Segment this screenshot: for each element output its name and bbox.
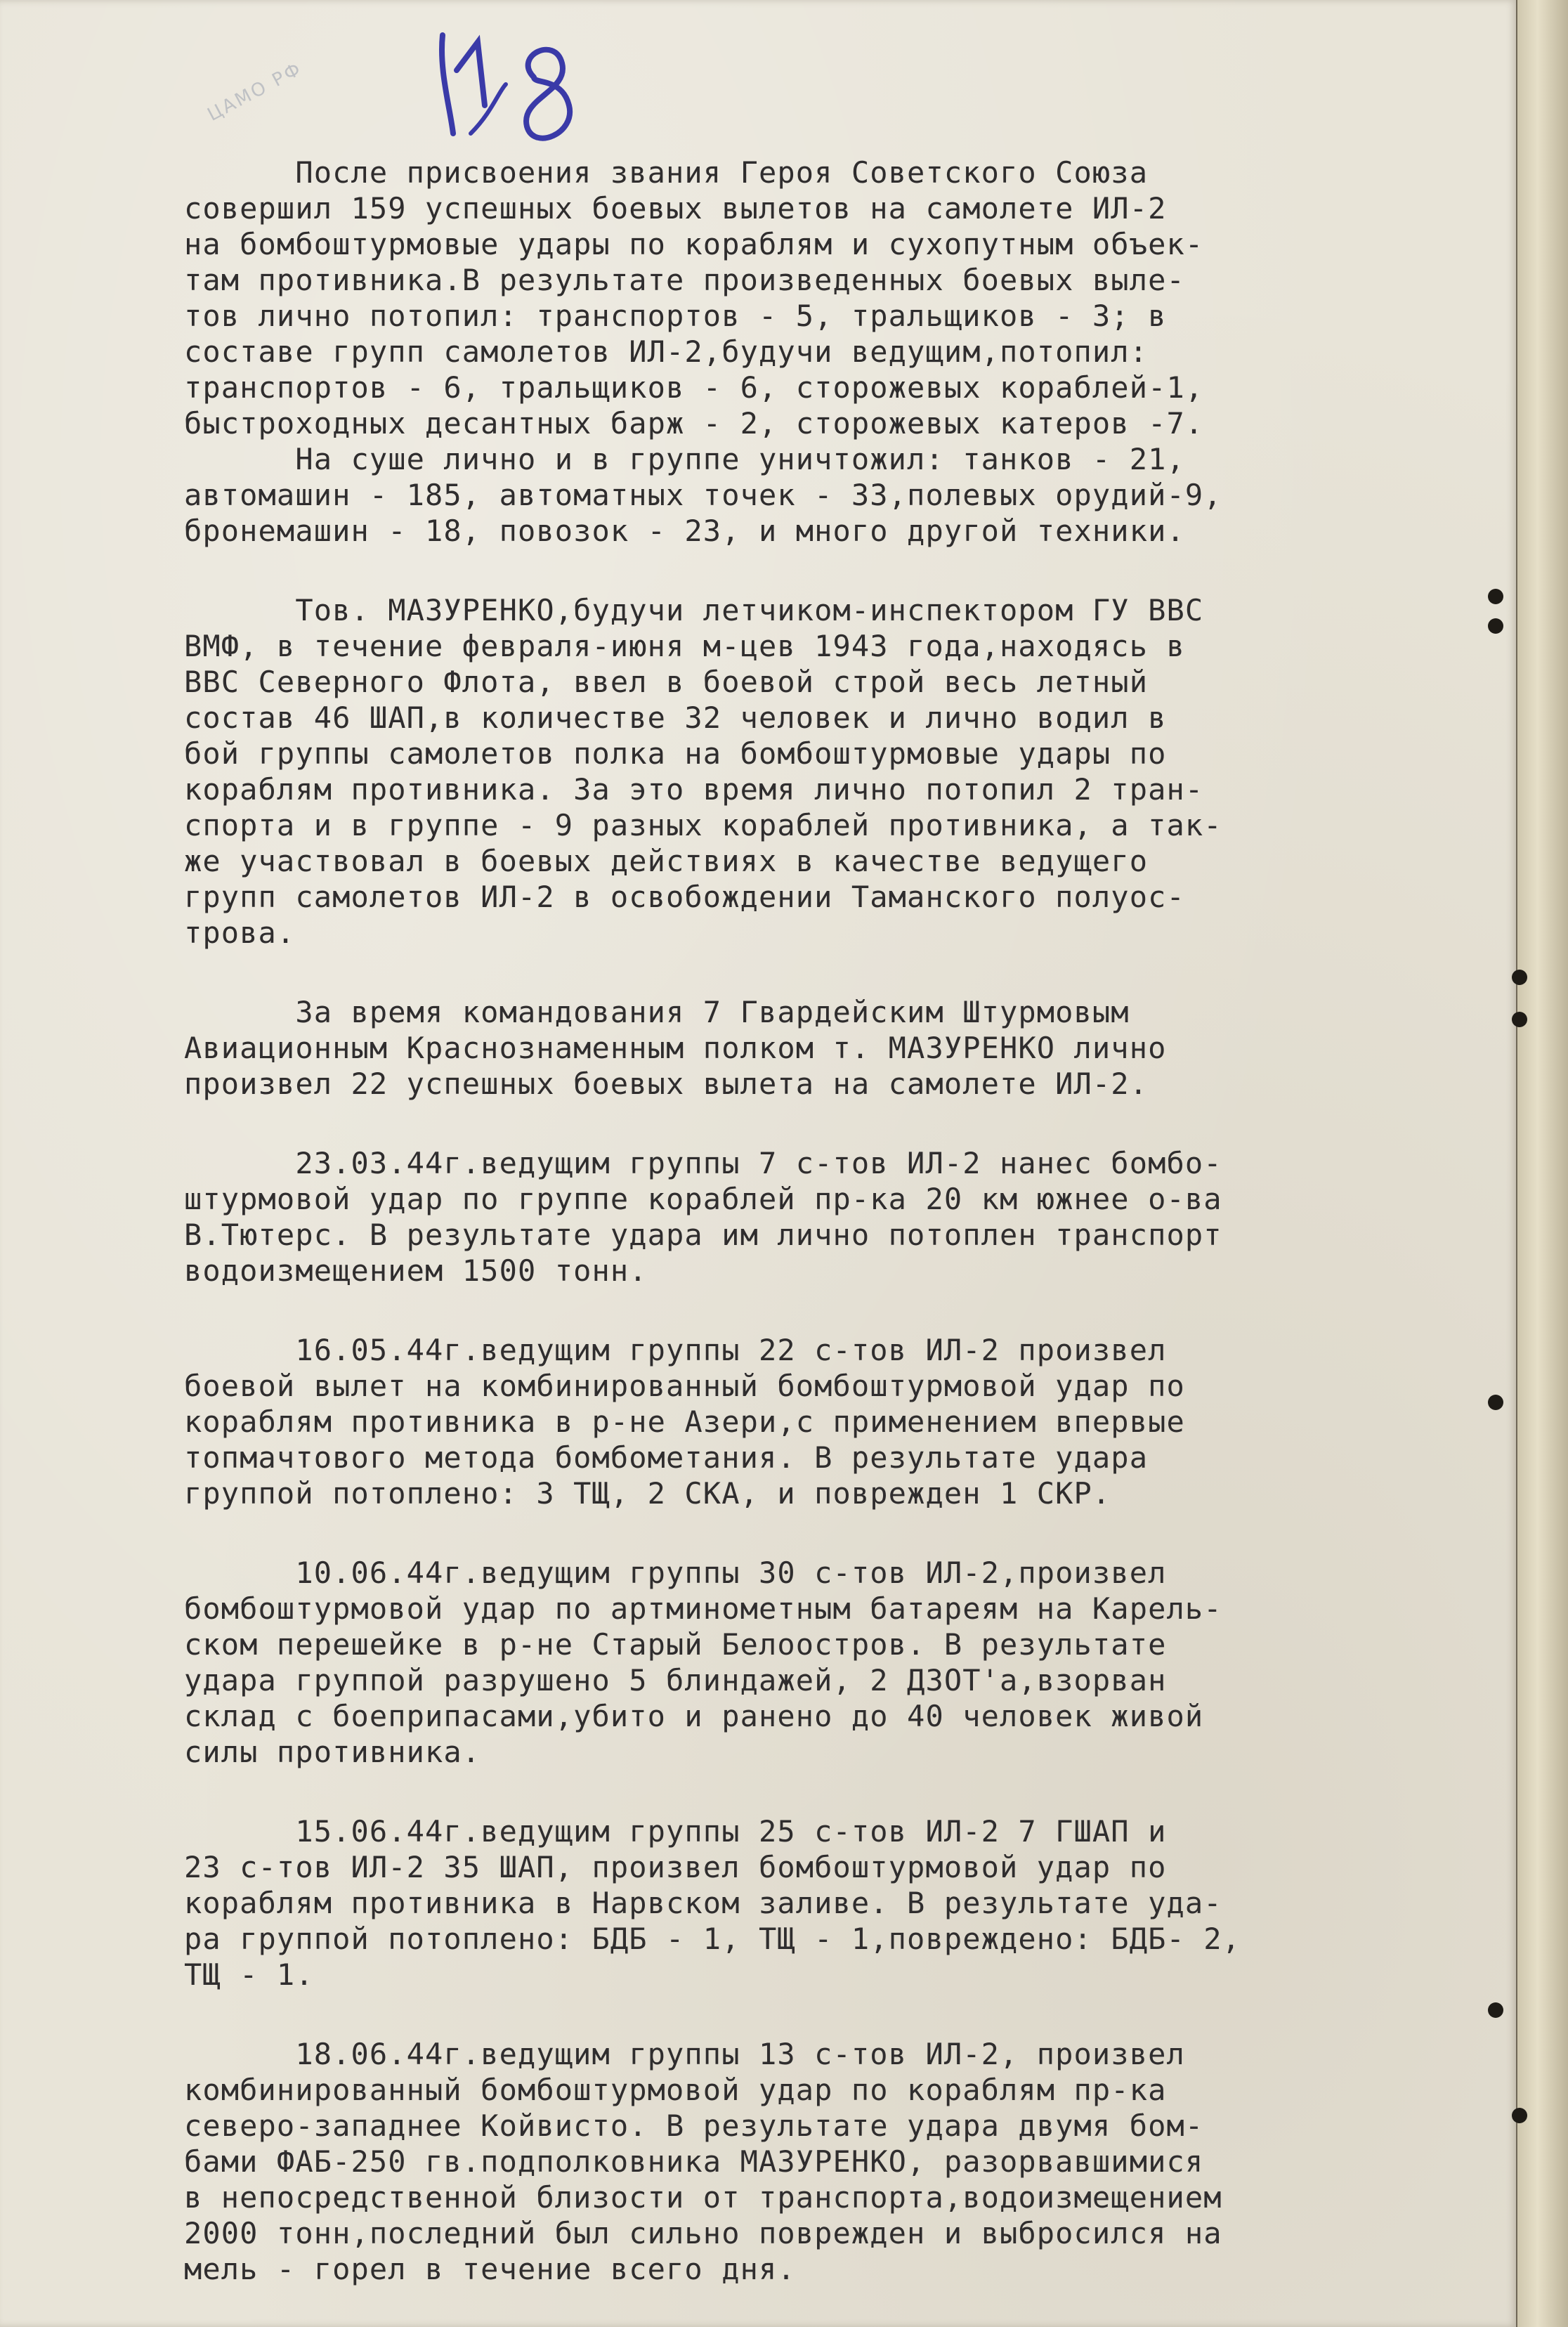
paragraph-16-05-44 (184, 1332, 1477, 1511)
text-line: За время командования 7 Гвардейским Штурмовым (184, 995, 1130, 1029)
punch-hole (1512, 2108, 1527, 2123)
paragraph-hero-sorties (184, 155, 1477, 549)
handwritten-page-number (429, 28, 625, 148)
text-line: спорта и в группе - 9 разных кораблей противника, а так- (184, 808, 1222, 842)
text-line: совершил 159 успешных боевых вылетов на самолете ИЛ-2 (184, 191, 1167, 226)
text-line: на бомбоштурмовые удары по кораблям и сухопутным объек- (184, 227, 1204, 261)
paragraph-inspector (184, 592, 1477, 951)
text-line: 23.03.44г.ведущим группы 7 с-тов ИЛ-2 нанес бомбо- (184, 1146, 1222, 1180)
text-line: состав 46 ШАП,в количестве 32 человек и лично водил в (184, 700, 1167, 735)
text-line: групп самолетов ИЛ-2 в освобождении Таманского полуос- (184, 880, 1185, 914)
archive-watermark: ЦАМО РФ (204, 58, 306, 126)
text-line: 15.06.44г.ведущим группы 25 с-тов ИЛ-2 7 ГШАП и (184, 1814, 1167, 1849)
text-line: 18.06.44г.ведущим группы 13 с-тов ИЛ-2, произвел (184, 2037, 1185, 2071)
text-line: 10.06.44г.ведущим группы 30 с-тов ИЛ-2,произвел (184, 1556, 1167, 1590)
text-line: комбинированный бомбоштурмовой удар по кораблям пр-ка (184, 2073, 1167, 2107)
punch-hole (1512, 1012, 1527, 1027)
text-line: склад с боеприпасами,убито и ранено до 40 человек живой (184, 1699, 1204, 1733)
typed-text (184, 155, 1477, 2287)
text-line: автомашин - 185, автоматных точек - 33,полевых орудий-9, (184, 478, 1222, 512)
paragraph-15-06-44 (184, 1813, 1477, 1993)
text-line: После присвоения звания Героя Советского Союза (184, 155, 1149, 190)
text-line: северо-западнее Койвисто. В результате удара двумя бом- (184, 2108, 1204, 2143)
punch-hole (1488, 1395, 1503, 1410)
punch-hole (1512, 970, 1527, 985)
text-line: же участвовал в боевых действиях в качестве ведущего (184, 844, 1149, 878)
text-line: ском перешейке в р-не Старый Белоостров. В результате (184, 1627, 1167, 1662)
text-line: ТЩ - 1. (184, 1957, 314, 1992)
paragraph-command (184, 994, 1477, 1102)
paragraph-23-03-44 (184, 1145, 1477, 1289)
text-line: произвел 22 успешных боевых вылета на самолете ИЛ-2. (184, 1067, 1149, 1101)
text-line: транспортов - 6, тральщиков - 6, сторожевых кораблей-1, (184, 370, 1204, 405)
text-line: 23 с-тов ИЛ-2 35 ШАП, произвел бомбоштурмовой удар по (184, 1850, 1167, 1884)
text-line: ра группой потоплено: БДБ - 1, ТЩ - 1,повреждено: БДБ- 2, (184, 1922, 1241, 1956)
text-line: В.Тютерс. В результате удара им лично потоплен транспорт (184, 1218, 1222, 1252)
paragraph-18-06-44 (184, 2036, 1477, 2287)
text-line: трова. (184, 915, 296, 950)
text-line: удара группой разрушено 5 блиндажей, 2 ДЗОТ'а,взорван (184, 1663, 1167, 1697)
punch-hole (1488, 589, 1503, 604)
text-line: водоизмещением 1500 тонн. (184, 1253, 648, 1288)
text-line: топмачтового метода бомбометания. В результате удара (184, 1440, 1149, 1475)
text-line: кораблям противника в р-не Азери,с применением впервые (184, 1404, 1185, 1439)
text-line: боевой вылет на комбинированный бомбоштурмовой удар по (184, 1369, 1185, 1403)
text-line: бой группы самолетов полка на бомбоштурмовые удары по (184, 736, 1167, 771)
text-line: Тов. МАЗУРЕНКО,будучи летчиком-инспектором ГУ ВВС (184, 593, 1204, 627)
text-line: На суше лично и в группе уничтожил: танков - 21, (184, 442, 1185, 476)
text-line: группой потоплено: 3 ТЩ, 2 СКА, и поврежден 1 СКР. (184, 1476, 1111, 1511)
text-line: кораблям противника в Нарвском заливе. В результате уда- (184, 1886, 1222, 1920)
text-line: мель - горел в течение всего дня. (184, 2252, 796, 2286)
text-line: Авиационным Краснознаменным полком т. МАЗУРЕНКО лично (184, 1031, 1167, 1065)
text-line: бами ФАБ-250 гв.подполковника МАЗУРЕНКО, разорвавшимися (184, 2144, 1204, 2179)
punch-hole (1488, 618, 1503, 634)
text-line: силы противника. (184, 1735, 481, 1769)
text-line: ВВС Северного Флота, ввел в боевой строй весь летный (184, 665, 1149, 699)
text-line: там противника.В результате произведенных боевых выле- (184, 263, 1185, 297)
paragraph-10-06-44 (184, 1555, 1477, 1770)
text-line: бомбоштурмовой удар по артминометным батареям на Карель- (184, 1591, 1222, 1626)
text-line: бронемашин - 18, повозок - 23, и много другой техники. (184, 514, 1185, 548)
page-margin-strip (1517, 0, 1568, 2327)
text-line: ВМФ, в течение февраля-июня м-цев 1943 года,находясь в (184, 629, 1185, 663)
text-line: кораблям противника. За это время лично потопил 2 тран- (184, 772, 1204, 807)
text-line: 2000 тонн,последний был сильно поврежден и выбросился на (184, 2216, 1222, 2250)
text-line: тов лично потопил: транспортов - 5, тральщиков - 3; в (184, 299, 1167, 333)
punch-hole (1488, 2002, 1503, 2018)
text-line: в непосредственной близости от транспорта,водоизмещением (184, 2180, 1222, 2215)
text-line: штурмовой удар по группе кораблей пр-ка 20 км южнее о-ва (184, 1182, 1222, 1216)
text-line: составе групп самолетов ИЛ-2,будучи ведущим,потопил: (184, 334, 1149, 369)
text-line: быстроходных десантных барж - 2, сторожевых катеров -7. (184, 406, 1204, 441)
text-line: 16.05.44г.ведущим группы 22 с-тов ИЛ-2 произвел (184, 1333, 1167, 1367)
